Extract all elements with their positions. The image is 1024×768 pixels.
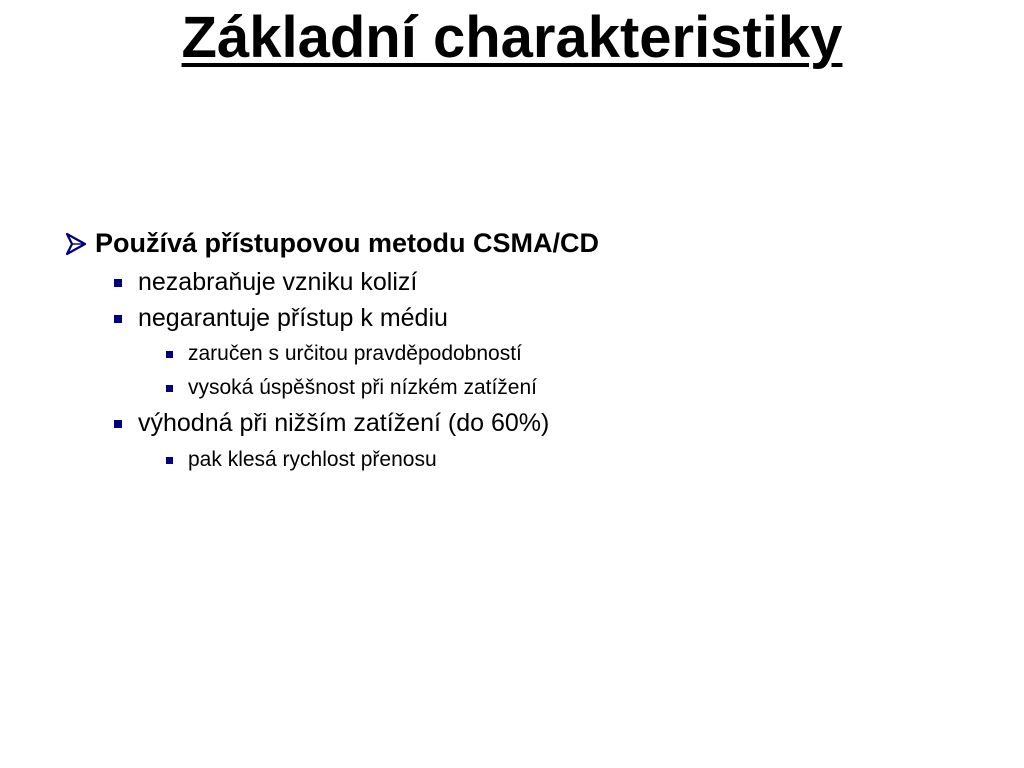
bullet-text: výhodná při nižším zatížení (do 60%) [138, 409, 550, 437]
slide-title: Základní charakteristiky [181, 5, 843, 70]
square-bullet-icon [114, 315, 122, 323]
square-bullet-icon [166, 351, 173, 358]
square-bullet-icon [114, 279, 122, 287]
bullet-item-level3 [166, 448, 437, 472]
bullet-item-level2 [114, 304, 448, 333]
bullet-item-level2 [114, 409, 549, 438]
bullet-text: negarantuje přístup k médiu [138, 304, 448, 332]
bullet-item-level2 [114, 268, 417, 297]
square-bullet-icon [166, 457, 173, 464]
bullet-text: zaručen s určitou pravděpodobností [188, 342, 522, 365]
bullet-text: nezabraňuje vzniku kolizí [138, 268, 418, 296]
bullet-text: vysoká úspěšnost při nízkém zatížení [188, 376, 537, 399]
square-bullet-icon [114, 420, 122, 428]
bullet-text: pak klesá rychlost přenosu [188, 448, 437, 471]
bullet-text: Používá přístupovou metodu CSMA/CD [95, 228, 600, 258]
bullet-item-level3 [166, 376, 537, 400]
arrow-bullet-icon [64, 231, 88, 257]
bullet-item-level3 [166, 342, 522, 366]
square-bullet-icon [166, 385, 173, 392]
bullet-item-level1 [64, 228, 599, 259]
